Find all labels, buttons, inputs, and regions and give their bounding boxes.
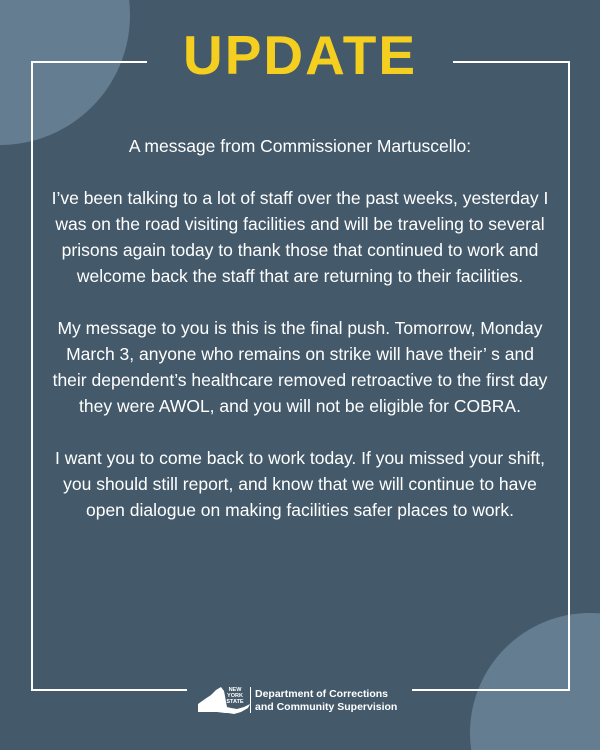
update-title: UPDATE — [182, 24, 418, 86]
frame-border-right — [568, 61, 570, 691]
frame-border-left — [31, 61, 33, 691]
message-paragraph-2: My message to you is this is the final push. Tomorrow, Monday March 3, anyone who remains on strike will have their’ s and their dependent’s healthcare removed retroactive to the first day they were AWOL, and you will not be eligible for COBRA. — [52, 318, 548, 416]
agency-logo — [195, 683, 410, 719]
message-body — [50, 133, 550, 549]
department-name-line-1: Department of Corrections — [255, 688, 389, 700]
decorative-circle-bottom-right — [470, 613, 600, 750]
message-paragraph-3: I want you to come back to work today. If you missed your shift, you should still report, and know that we will continue to have open dialogue on making facilities safer places to work. — [55, 448, 545, 520]
frame-border-bottom-left — [31, 689, 187, 691]
footer-divider — [250, 687, 251, 713]
state-name-label: NEW YORK STATE — [226, 687, 244, 705]
message-paragraph-1: I’ve been talking to a lot of staff over the past weeks, yesterday I was on the road visiting facilities and will be traveling to several prisons again today to thank those that continued to work and welcome back the staff that are returning to their facilities. — [51, 188, 549, 286]
department-name-line-2: and Community Supervision — [255, 701, 398, 713]
message-intro: A message from Commissioner Martuscello: — [128, 136, 472, 156]
frame-border-bottom-right — [412, 689, 570, 691]
